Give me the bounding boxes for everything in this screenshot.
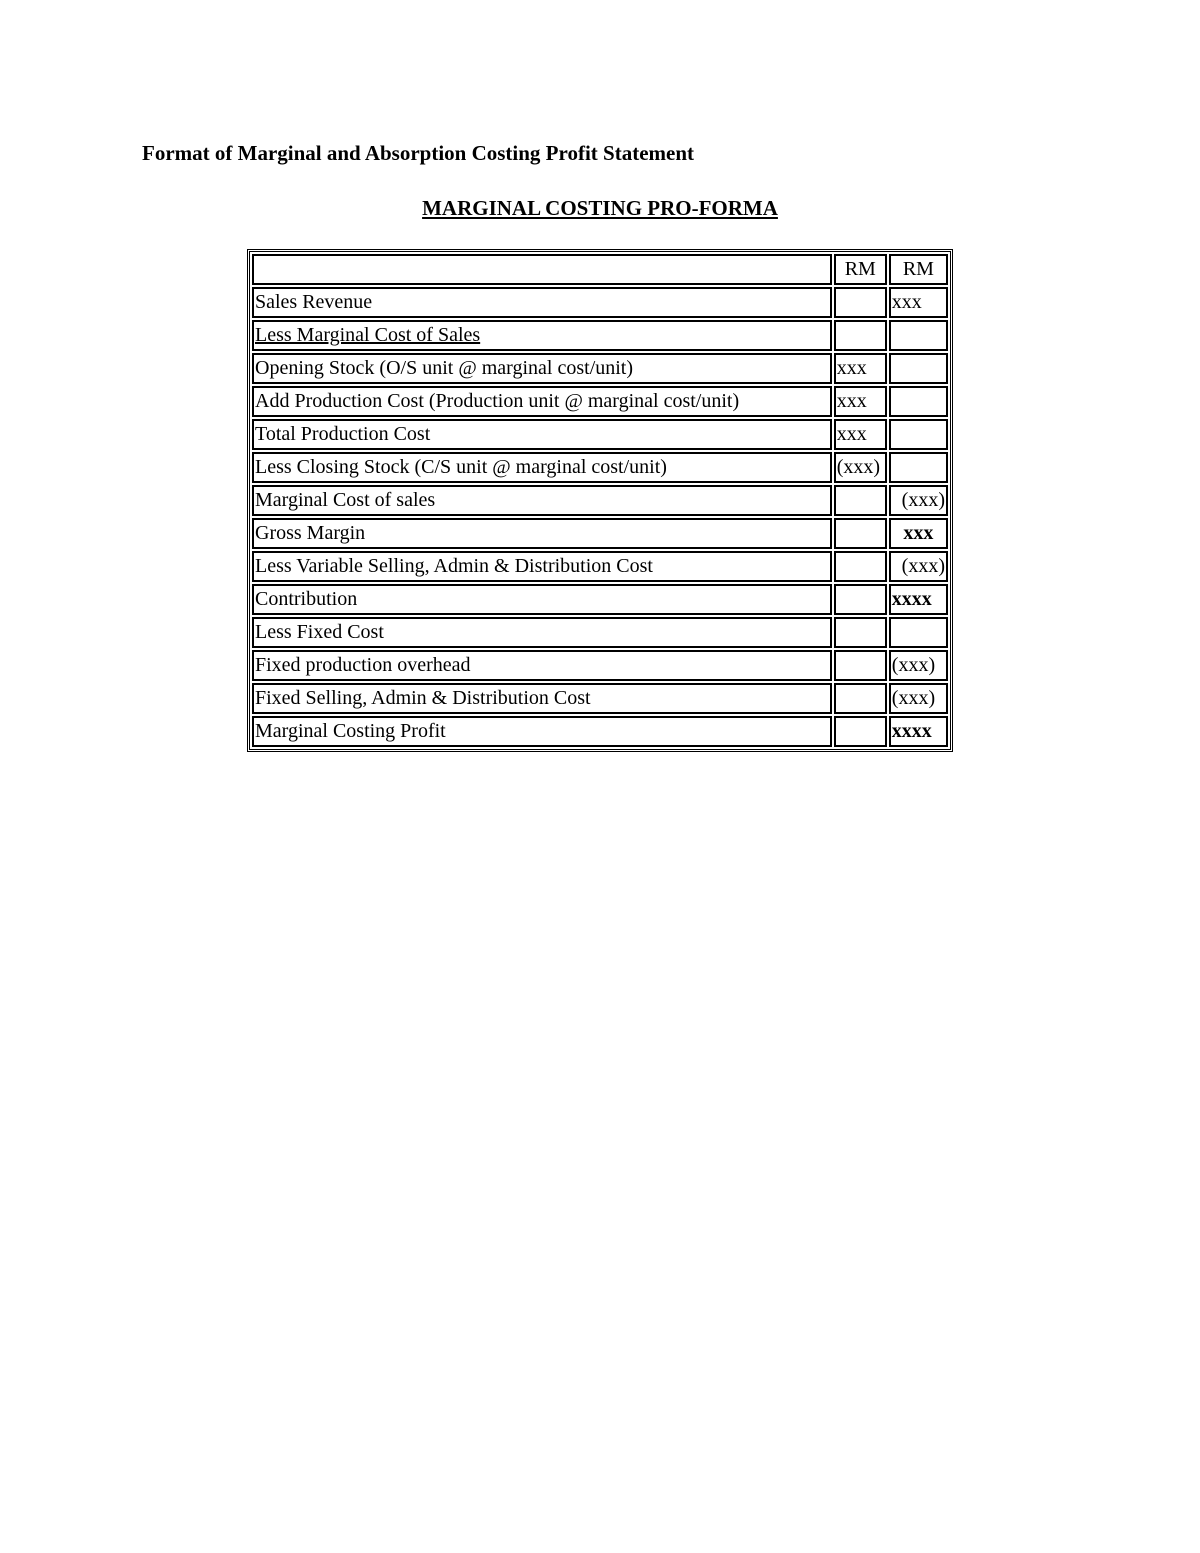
document-heading: Format of Marginal and Absorption Costing Profit Statement [142, 141, 694, 165]
table-row [252, 320, 948, 351]
row-value-b: (xxx) [889, 650, 948, 681]
row-value-b [889, 452, 948, 483]
table-row [252, 716, 948, 747]
row-value-b: (xxx) [889, 683, 948, 714]
table-row [252, 584, 948, 615]
table-row [252, 551, 948, 582]
row-value-a [834, 617, 887, 648]
table-row [252, 353, 948, 384]
row-label: Contribution [252, 584, 832, 615]
header-rm-column-1: RM [834, 254, 887, 285]
row-label: Less Variable Selling, Admin & Distribution Cost [252, 551, 832, 582]
row-label: Marginal Costing Profit [252, 716, 832, 747]
row-label: Marginal Cost of sales [252, 485, 832, 516]
row-value-a [834, 518, 887, 549]
row-value-a: xxx [834, 353, 887, 384]
table-row [252, 617, 948, 648]
row-value-b [889, 320, 948, 351]
table-row [252, 650, 948, 681]
row-value-a [834, 683, 887, 714]
row-value-a: xxx [834, 386, 887, 417]
row-label: Gross Margin [252, 518, 832, 549]
row-label: Add Production Cost (Production unit @ marginal cost/unit) [252, 386, 832, 417]
row-value-b: xxx [889, 287, 948, 318]
row-label: Sales Revenue [252, 287, 832, 318]
row-value-a [834, 551, 887, 582]
row-label: Less Closing Stock (C/S unit @ marginal cost/unit) [252, 452, 832, 483]
row-value-a [834, 485, 887, 516]
table-row [252, 419, 948, 450]
row-label: Opening Stock (O/S unit @ marginal cost/unit) [252, 353, 832, 384]
row-label: Fixed production overhead [252, 650, 832, 681]
table-row [252, 386, 948, 417]
row-value-b [889, 617, 948, 648]
row-value-b: xxxx [889, 584, 948, 615]
row-label: Total Production Cost [252, 419, 832, 450]
marginal-costing-table [247, 249, 953, 752]
table-row [252, 683, 948, 714]
row-value-a [834, 287, 887, 318]
table-row [252, 287, 948, 318]
row-value-a [834, 716, 887, 747]
header-rm-column-2: RM [889, 254, 948, 285]
row-value-b [889, 386, 948, 417]
row-value-a [834, 650, 887, 681]
row-value-a: (xxx) [834, 452, 887, 483]
row-value-b [889, 353, 948, 384]
proforma-title: MARGINAL COSTING PRO-FORMA [422, 196, 778, 220]
row-label: Fixed Selling, Admin & Distribution Cost [252, 683, 832, 714]
row-label: Less Marginal Cost of Sales [252, 320, 832, 351]
row-value-a [834, 584, 887, 615]
header-description-cell [252, 254, 832, 285]
row-value-b [889, 419, 948, 450]
table-header-row [252, 254, 948, 285]
table-row [252, 485, 948, 516]
row-value-a: xxx [834, 419, 887, 450]
table-row [252, 518, 948, 549]
row-value-b: (xxx) [889, 485, 948, 516]
row-value-b: xxxx [889, 716, 948, 747]
row-value-b: xxx [889, 518, 948, 549]
row-value-a [834, 320, 887, 351]
row-label: Less Fixed Cost [252, 617, 832, 648]
table-row [252, 452, 948, 483]
row-value-b: (xxx) [889, 551, 948, 582]
